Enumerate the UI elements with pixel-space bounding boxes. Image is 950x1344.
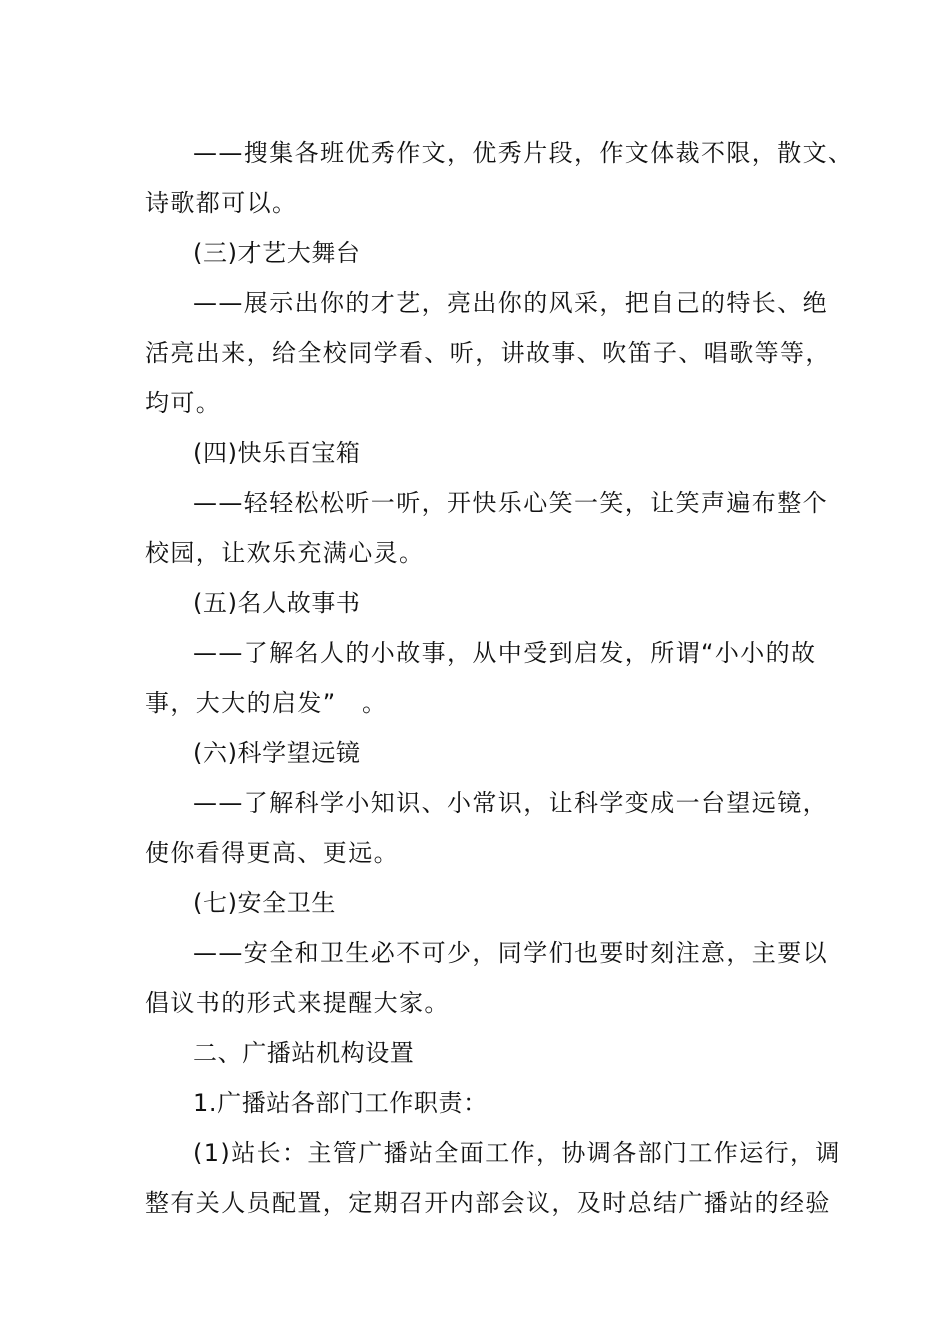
section-heading: (六)科学望远镜: [193, 739, 361, 767]
section-heading: (三)才艺大舞台: [193, 239, 361, 267]
paragraph-line: 使你看得更高、更远。: [145, 839, 399, 867]
section-heading: 二、广播站机构设置: [193, 1039, 415, 1067]
paragraph-line: (1)站长：主管广播站全面工作，协调各部门工作运行，调: [193, 1139, 841, 1167]
section-heading: (五)名人故事书: [193, 589, 361, 617]
section-heading: (七)安全卫生: [193, 889, 336, 917]
paragraph-line: 均可。: [145, 389, 222, 417]
paragraph-line: 诗歌都可以。: [145, 189, 298, 217]
paragraph-line: 整有关人员配置，定期召开内部会议，及时总结广播站的经验: [145, 1189, 831, 1217]
paragraph-line: ——了解名人的小故事，从中受到启发，所谓“小小的故: [193, 639, 817, 667]
paragraph-line: 倡议书的形式来提醒大家。: [145, 989, 450, 1017]
paragraph-line: 活亮出来，给全校同学看、听，讲故事、吹笛子、唱歌等等，: [145, 339, 831, 367]
paragraph-line: 校园，让欢乐充满心灵。: [145, 539, 425, 567]
paragraph-line: ——搜集各班优秀作文，优秀片段，作文体裁不限，散文、: [193, 139, 854, 167]
section-heading: (四)快乐百宝箱: [193, 439, 361, 467]
document-body: [145, 128, 854, 1228]
paragraph-line: ——安全和卫生必不可少，同学们也要时刻注意，主要以: [193, 939, 828, 967]
subsection-heading: 1.广播站各部门工作职责：: [193, 1089, 488, 1117]
paragraph-line: 事，大大的启发” 。: [145, 689, 388, 717]
paragraph-line: ——轻轻松松听一听，开快乐心笑一笑，让笑声遍布整个: [193, 489, 828, 517]
paragraph-line: ——展示出你的才艺，亮出你的风采，把自己的特长、绝: [193, 289, 828, 317]
paragraph-line: ——了解科学小知识、小常识，让科学变成一台望远镜，: [193, 789, 828, 817]
